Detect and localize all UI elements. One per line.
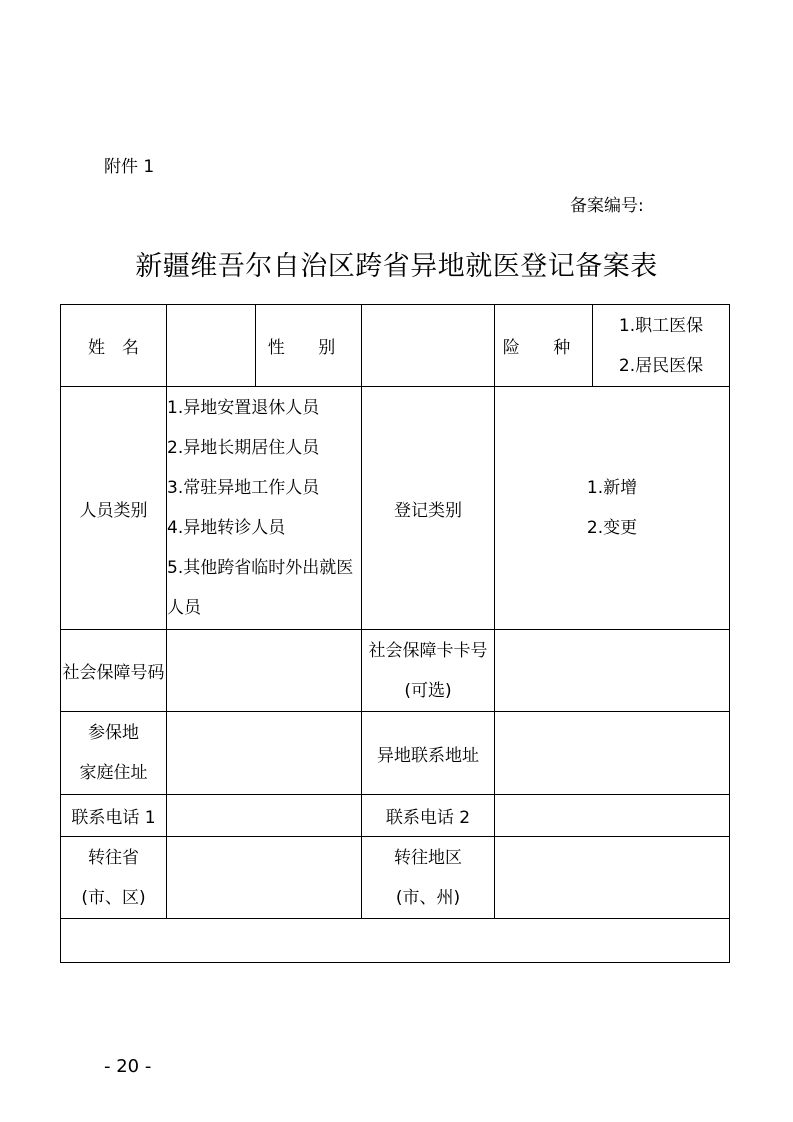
- phone-2-label: 联系电话 2: [362, 795, 495, 837]
- person-type-label: 人员类别: [61, 387, 167, 630]
- filing-number-label: 备案编号:: [570, 196, 644, 216]
- destination-province-field[interactable]: [167, 837, 362, 919]
- person-type-option[interactable]: 1.异地安置退休人员: [167, 398, 320, 418]
- social-security-card-label: 社会保障卡卡号 (可选): [362, 630, 495, 712]
- registration-type-option[interactable]: 1.新增: [586, 478, 638, 498]
- person-type-option[interactable]: 2.异地长期居住人员: [167, 438, 320, 458]
- social-security-number-label: 社会保障号码: [61, 630, 167, 712]
- gender-field[interactable]: [362, 305, 495, 387]
- social-security-number-field[interactable]: [167, 630, 362, 712]
- insurance-option[interactable]: 2.居民医保: [618, 355, 704, 376]
- remote-address-field[interactable]: [495, 712, 730, 795]
- insurance-label: 险 种: [495, 305, 593, 387]
- destination-province-label: 转往省 (市、区): [61, 837, 167, 919]
- gender-label: 性 别: [256, 305, 362, 387]
- registration-type-option[interactable]: 2.变更: [586, 518, 638, 538]
- page-title: 新疆维吾尔自治区跨省异地就医登记备案表: [135, 251, 658, 282]
- person-type-options[interactable]: [167, 387, 362, 630]
- page-number: - 20 -: [104, 1056, 152, 1077]
- person-type-option[interactable]: 3.常驻异地工作人员: [167, 478, 320, 498]
- remote-address-label: 异地联系地址: [362, 712, 495, 795]
- home-address-label: 参保地 家庭住址: [61, 712, 167, 795]
- name-label: 姓 名: [61, 305, 167, 387]
- attachment-label: 附件 1: [104, 157, 155, 177]
- social-security-card-field[interactable]: [495, 630, 730, 712]
- extra-row[interactable]: [61, 919, 730, 963]
- phone-1-field[interactable]: [167, 795, 362, 837]
- person-type-option[interactable]: 人员: [167, 598, 201, 618]
- registration-type-label: 登记类别: [362, 387, 495, 630]
- person-type-option[interactable]: 4.异地转诊人员: [167, 518, 286, 538]
- insurance-option[interactable]: 1.职工医保: [618, 315, 704, 336]
- registration-form-table: [60, 304, 730, 963]
- person-type-option[interactable]: 5.其他跨省临时外出就医: [167, 558, 354, 578]
- registration-type-options[interactable]: [495, 387, 730, 630]
- insurance-options[interactable]: [593, 305, 730, 387]
- phone-1-label: 联系电话 1: [61, 795, 167, 837]
- destination-region-field[interactable]: [495, 837, 730, 919]
- home-address-field[interactable]: [167, 712, 362, 795]
- phone-2-field[interactable]: [495, 795, 730, 837]
- name-field[interactable]: [167, 305, 256, 387]
- destination-region-label: 转往地区 (市、州): [362, 837, 495, 919]
